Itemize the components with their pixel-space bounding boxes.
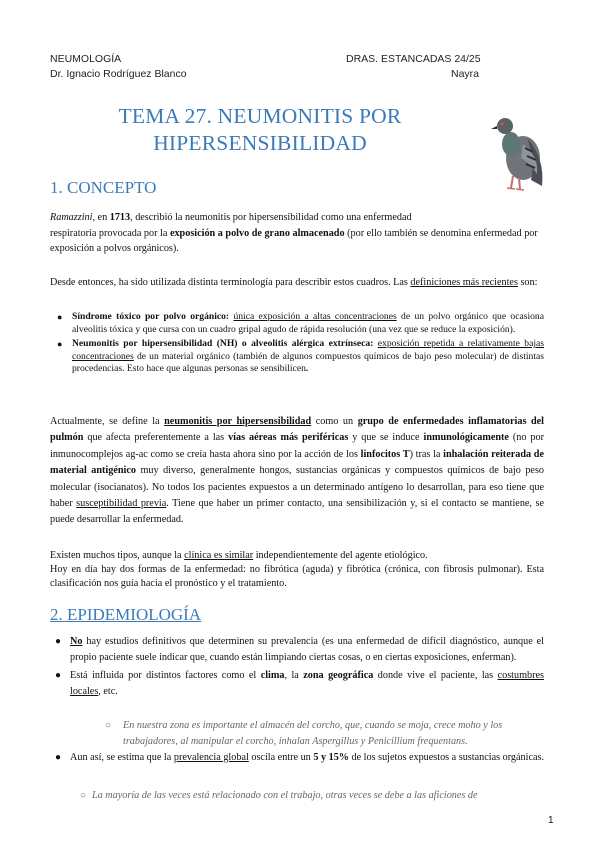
paragraph-types: Existen muchos tipos, aunque la clínica es similar independientemente del agente etiológico. bbox=[50, 550, 428, 561]
pigeon-icon bbox=[487, 108, 549, 194]
sub-item-corcho: ○ En nuestra zona es importante el almacén del corcho, que, cuando se moja, crece moho y los trabajadores, al manipular el corcho, inhalan Aspergillus y Penicillium frequentans. bbox=[105, 720, 503, 747]
section-heading-epidemiologia: 2. EPIDEMIOLOGÍA bbox=[50, 605, 202, 624]
title-line-1: TEMA 27. NEUMONITIS POR bbox=[118, 104, 402, 128]
paragraph-definition: Actualmente, se define la neumonitis por hipersensibilidad como un grupo de enfermedades inflamatorias del pulmón que afecta preferentemente a las vías aéreas más periféricas y que se induce inmunológicamente (no por inmunocomplejos ag-ac como se creía hasta ahora sino por la acción de los linfocitos T) tras la inhalación reiterada de material antigénico muy diverso, generalmente hongos, sustancias orgánicas y compuestos químicos de bajo peso molecular (isocianatos). No todos los pacientes expuestos a un determinado antígeno lo desarrollan, para eso tiene que haber susceptibilidad previa. Tiene que haber un primer contacto, una sensibilización y, si el contacto se mantiene, se puede desarrollar la enfermedad. bbox=[50, 416, 545, 526]
header-doctor: Dr. Ignacio Rodríguez Blanco bbox=[50, 68, 187, 80]
header-author: Nayra bbox=[451, 68, 480, 80]
definitions-list bbox=[57, 311, 544, 378]
list-item: ● Síndrome tóxico por polvo orgánico: única exposición a altas concentraciones de un polvo orgánico que ocasiona alveolitis tóxica y que cursa con un cuadro gripal agudo de rápida resolución (una vez que se reduce la exposición). bbox=[57, 311, 544, 335]
epidemiology-list-2 bbox=[55, 750, 545, 769]
paragraph-terminology: Desde entonces, ha sido utilizada distinta terminología para describir estos cuadros. Las definiciones más recientes son: bbox=[50, 277, 538, 288]
header-course: DRAS. ESTANCADAS 24/25 bbox=[346, 53, 481, 65]
list-item: ● Aun así, se estima que la prevalencia global oscila entre un 5 y 15% de los sujetos expuestos a sustancias orgánicas. bbox=[55, 752, 545, 763]
list-item: ● Neumonitis por hipersensibilidad (NH) o alveolitis alérgica extrínseca: exposición repetida a relativamente bajas concentraciones de un material orgánico (también de algunos compuestos químicos de bajo peso molecular) de distintas procedencias. Esto hace que algunas personas se sensibilicen. bbox=[57, 338, 544, 375]
list-item: ● No hay estudios definitivos que determinen su prevalencia (es una enfermedad de difícil diagnóstico, aunque el propio paciente suele indicar que, cuando están limpiando ciertas cosas, o en ciertas exposiciones, enferman). bbox=[55, 636, 544, 663]
paragraph-ramazzini: Ramazzini, en 1713, describió la neumonitis por hipersensibilidad como una enfermedad respiratoria provocada por la exposición a polvo de grano almacenado (por ello también se denomina enfermedad por exposición a polvos orgánicos). bbox=[50, 212, 538, 254]
page-title bbox=[60, 103, 460, 157]
title-line-2: HIPERSENSIBILIDAD bbox=[153, 131, 367, 155]
section-heading-concepto: 1. CONCEPTO bbox=[50, 178, 157, 197]
list-item: ● Está influida por distintos factores como el clima, la zona geográfica donde vive el paciente, las costumbres locales, etc. bbox=[55, 670, 544, 697]
epidemiology-list bbox=[55, 634, 544, 702]
paragraph-forms: Hoy en día hay dos formas de la enfermedad: no fibrótica (aguda) y fibrótica (crónica, con fibrosis pulmonar). Esta clasificación nos guía hacia el pronóstico y el tratamiento. bbox=[50, 564, 544, 589]
text-ramazzini: Ramazzini bbox=[50, 212, 93, 223]
header-subject: NEUMOLOGÍA bbox=[50, 53, 122, 65]
page-number: 1 bbox=[548, 815, 554, 826]
sub-item-trabajo: ○ La mayoría de las veces está relacionado con el trabajo, otras veces se debe a las aficiones de bbox=[80, 790, 478, 801]
